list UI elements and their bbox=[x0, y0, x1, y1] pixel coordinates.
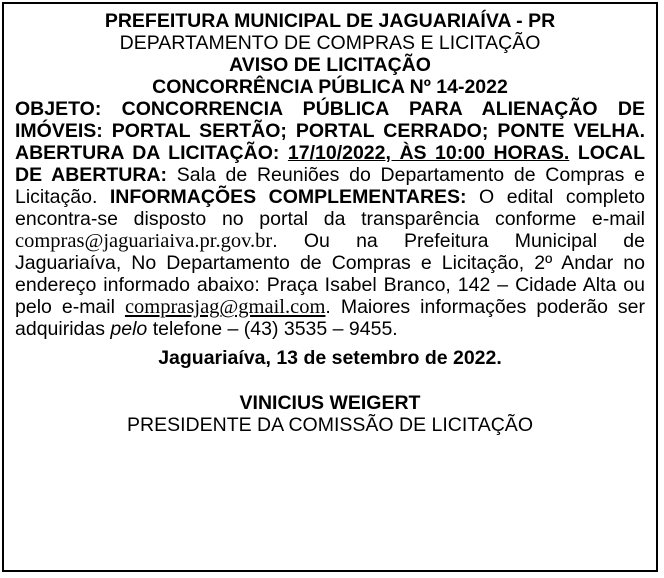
signer-name: VINICIUS WEIGERT bbox=[239, 392, 421, 414]
info-text-1: O edital completo encontra-se disposto no portal da transparência conforme e-mail bbox=[15, 186, 645, 230]
place-date: Jaguariaíva, 13 de setembro de 2022. bbox=[158, 347, 502, 369]
info-label: INFORMAÇÕES COMPLEMENTARES: bbox=[109, 186, 467, 208]
notice-title: AVISO DE LICITAÇÃO bbox=[229, 54, 431, 76]
department-title: DEPARTAMENTO DE COMPRAS E LICITAÇÃO bbox=[119, 32, 541, 54]
competition-number: CONCORRÊNCIA PÚBLICA Nº 14-2022 bbox=[152, 76, 508, 98]
info-text-italic: pelo bbox=[110, 318, 148, 340]
email-primary: compras@jaguariaiva.pr.gov.br bbox=[15, 230, 273, 252]
notice-body bbox=[15, 98, 645, 340]
opening-datetime: 17/10/2022, ÀS 10:00 HORAS. bbox=[287, 142, 570, 164]
info-text-4: telefone – (43) 3535 – 9455. bbox=[147, 318, 398, 340]
info-text-3: . Maiores informações poderão ser adquiridas bbox=[15, 296, 646, 340]
object-text: OBJETO: CONCORRENCIA PÚBLICA PARA ALIENAÇÃO DE IMÓVEIS: PORTAL SERTÃO; PORTAL CERRADO; PONTE VELHA. ABERTURA DA LICITAÇÃO: bbox=[15, 98, 645, 164]
signer-role: PRESIDENTE DA COMISSÃO DE LICITAÇÃO bbox=[127, 414, 533, 436]
info-text-2: . Ou na Prefeitura Municipal de Jaguariaíva, No Departamento de Compras e Licitação, 2º Andar no endereço informado abaixo: Praça Isabel Branco, 142 – Cidade Alta ou pelo e-mail bbox=[15, 230, 645, 318]
email-secondary-link[interactable]: comprasjag@gmail.com bbox=[124, 296, 326, 318]
location-label: LOCAL DE ABERTURA: bbox=[15, 142, 645, 186]
licitation-notice bbox=[2, 2, 658, 572]
municipality-title: PREFEITURA MUNICIPAL DE JAGUARIAÍVA - PR bbox=[104, 10, 556, 32]
location-text: Sala de Reuniões do Departamento de Compras e Licitação. bbox=[15, 164, 645, 208]
signature-spacer bbox=[15, 369, 645, 392]
